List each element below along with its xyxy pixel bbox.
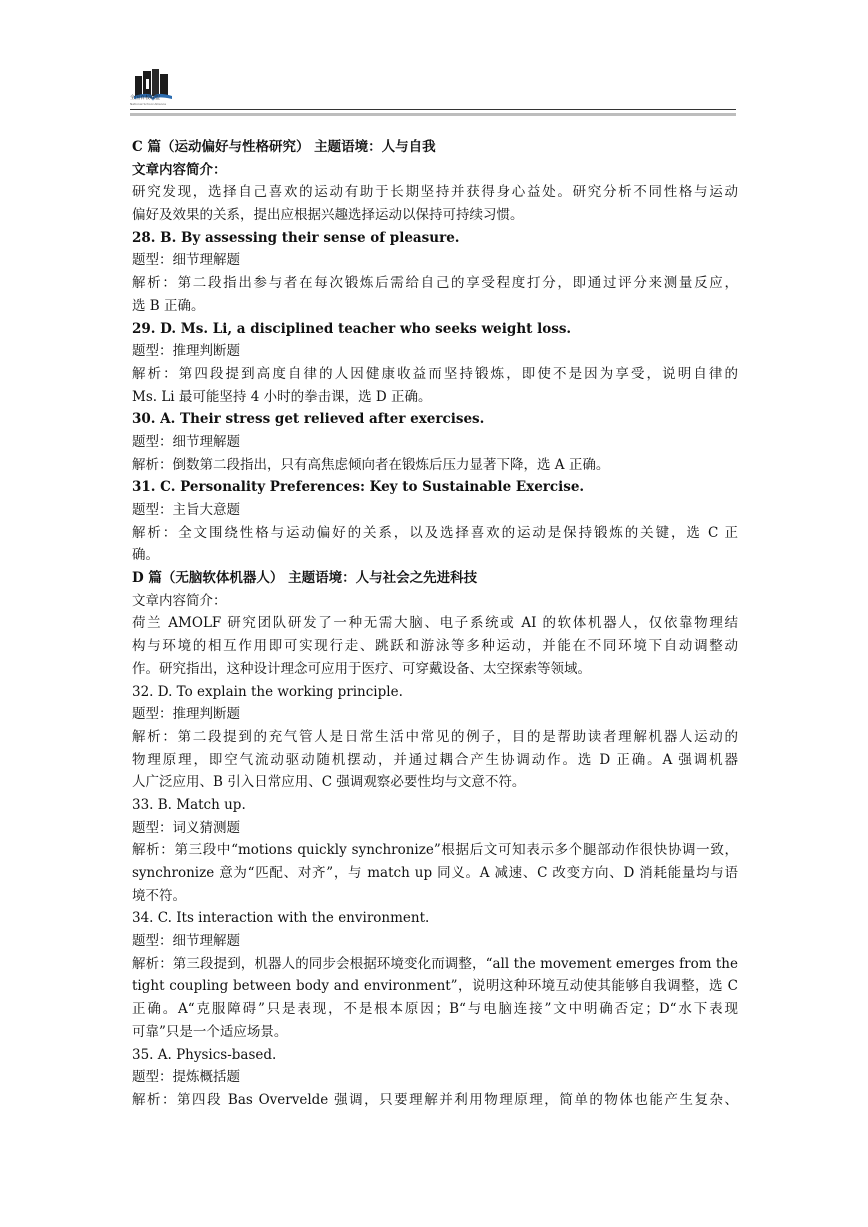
text-line: 偏好及效果的关系，提出应根据兴趣选择运动以保持可持续习惯。 <box>132 207 524 224</box>
text-line: tight coupling between body and environment”，说明这种环境互动使其能够自我调整，选 C <box>132 978 738 995</box>
text-line: 32. D. To explain the working principle. <box>132 683 403 700</box>
text-line: 34. C. Its interaction with the environment. <box>132 910 430 927</box>
text-line: 31. C. Personality Preferences: Key to Sustainable Exercise. <box>132 479 585 496</box>
text-line: 解析：第二段指出参与者在每次锻炼后需给自己的享受程度打分，即通过评分来测量反应， <box>132 275 738 292</box>
text-line: 解析：第四段 Bas Overvelde 强调，只要理解并利用物理原理，简单的物体也能产生复杂、 <box>132 1091 738 1108</box>
text-line: 30. A. Their stress get relieved after exercises. <box>132 411 485 428</box>
text-line: 人广泛应用、B 引入日常应用、C 强调观察必要性均与文意不符。 <box>132 774 526 791</box>
document-body <box>132 136 738 1112</box>
text-line: Ms. Li 最可能坚持 4 小时的拳击课，选 D 正确。 <box>132 388 432 405</box>
text-line: 题型：细节理解题 <box>132 433 240 450</box>
text-line: synchronize 意为“匹配、对齐”，与 match up 同义。A 减速、C 改变方向、D 消耗能量均与语 <box>132 865 738 881</box>
text-line: 28. B. By assessing their sense of pleasure. <box>132 229 460 246</box>
text-line: 29. D. Ms. Li, a disciplined teacher who seeks weight loss. <box>132 320 572 337</box>
text-line: 解析：第三段提到，机器人的同步会根据环境变化而调整，“all the movement emerges from the <box>132 955 738 972</box>
header-rule-shaded <box>130 113 736 116</box>
text-line: 题型：词义猜测题 <box>132 819 240 836</box>
text-line: 可靠”只是一个适应场景。 <box>132 1023 288 1040</box>
text-line: 题型：细节理解题 <box>132 252 240 269</box>
text-line: 解析：第三段中“motions quickly synchronize”根据后文可知表示多个腿部动作很快协调一致， <box>132 842 738 859</box>
text-line: 作。研究指出，这种设计理念可应用于医疗、可穿戴设备、太空探索等领域。 <box>132 660 591 677</box>
text-line: 选 B 正确。 <box>132 297 205 314</box>
text-line: 题型：推理判断题 <box>132 706 240 723</box>
text-line: 物理原理，即空气流动驱动随机摆动，并通过耦合产生协调动作。选 D 正确。A 强调机器 <box>132 751 738 768</box>
text-line: 文章内容简介： <box>132 161 227 178</box>
text-line: 题型：细节理解题 <box>132 933 240 950</box>
text-line: 确。 <box>132 547 159 564</box>
text-line: 题型：推理判断题 <box>132 343 240 360</box>
text-line: 题型：主旨大意题 <box>132 502 240 518</box>
text-line: 正确。A“克服障碍”只是表现，不是根本原因；B“与电脑连接”文中明确否定；D“水下表现 <box>132 1001 738 1018</box>
text-line: 解析：倒数第二段指出，只有高焦虑倾向者在锻炼后压力显著下降，选 A 正确。 <box>132 456 610 473</box>
text-line: 题型：提炼概括题 <box>132 1069 240 1086</box>
logo-subtext: National School Alliance <box>130 102 167 106</box>
text-line: 构与环境的相互作用即可实现行走、跳跃和游泳等多种运动，并能在不同环境下自动调整动 <box>132 638 738 655</box>
text-line: 35. A. Physics-based. <box>132 1046 277 1063</box>
text-line: 文章内容简介： <box>132 592 227 609</box>
text-line: 研究发现，选择自己喜欢的运动有助于长期坚持并获得身心益处。研究分析不同性格与运动 <box>132 184 738 201</box>
header-rule <box>130 109 736 110</box>
text-line: 解析：第四段提到高度自律的人因健康收益而坚持锻炼，即使不是因为享受，说明自律的 <box>132 365 738 382</box>
text-line: 解析：全文围绕性格与运动偏好的关系，以及选择喜欢的运动是保持锻炼的关键，选 C 正 <box>132 524 738 541</box>
logo-text: 全国百校联盟 <box>130 95 161 101</box>
text-line: D 篇（无脑软体机器人） 主题语境：人与社会之先进科技 <box>132 570 478 587</box>
text-line: 境不符。 <box>132 887 186 904</box>
text-line: 解析：第二段提到的充气管人是日常生活中常见的例子，目的是帮助读者理解机器人运动的 <box>132 728 738 745</box>
page-header <box>130 62 736 122</box>
text-line: C 篇（运动偏好与性格研究） 主题语境：人与自我 <box>132 139 436 155</box>
text-line: 33. B. Match up. <box>132 796 246 813</box>
text-line: 荷兰 AMOLF 研究团队研发了一种无需大脑、电子系统或 AI 的软体机器人，仅依靠物理结 <box>132 615 738 632</box>
